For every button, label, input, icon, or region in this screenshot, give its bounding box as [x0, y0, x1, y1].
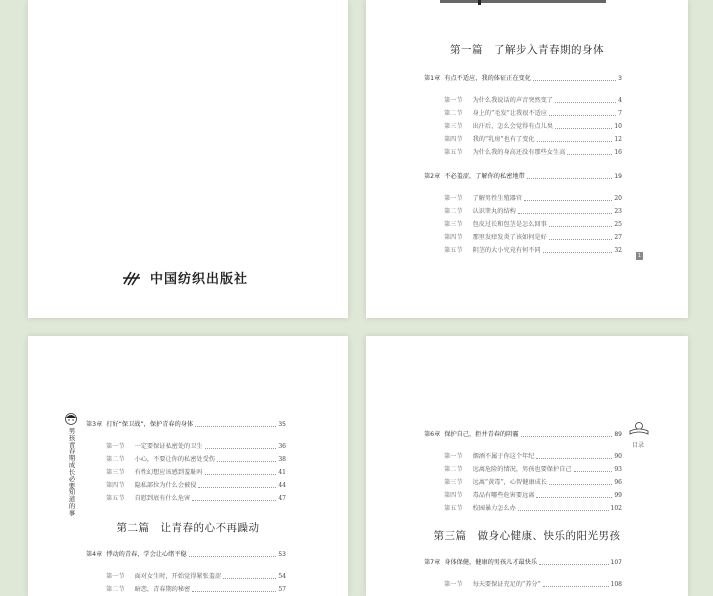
publisher-name: 中国纺织出版社	[150, 272, 249, 287]
section-row[interactable]: 第四节 毒品有哪些危害要远离 99	[444, 491, 622, 499]
section-row[interactable]: 第三节 出汗后，怎么会觉得有点儿臭 10	[444, 122, 622, 130]
chapter-row[interactable]: 第1章 有点不适应，我的体征正在变化 3	[424, 74, 622, 82]
publisher-logo	[122, 268, 248, 287]
section-row[interactable]: 第二节 身上的“毛发”让我很不适应 7	[444, 109, 622, 117]
section-row[interactable]: 第一节 每天要保证充足的“养分” 108	[444, 580, 622, 588]
section-row[interactable]: 第四节 那里发痒发炎了该如何是好 27	[444, 233, 622, 241]
part-title: 第三篇 做身心健康、快乐的阳光男孩	[433, 530, 621, 542]
toc-block	[86, 550, 286, 593]
chapter-row[interactable]: 第6章 保护自己，拒并青春的阴霾 89	[424, 430, 622, 438]
section-row[interactable]: 第三节 包皮过长和包茎是怎么回事 25	[444, 220, 622, 228]
chapter-row[interactable]: 第4章 悸动的青春，学会让心绪平稳 53	[86, 550, 286, 558]
toc-block	[424, 430, 622, 512]
section-row[interactable]: 第一节 一定要保证私密处的卫生 36	[106, 442, 286, 450]
section-row[interactable]: 第二节 远离危险的情况，男孩也要保护自己 93	[444, 465, 622, 473]
publisher-logo-icon	[122, 270, 142, 286]
section-row[interactable]: 第二节 认识睾丸的结构 23	[444, 207, 622, 215]
toc-page-3	[366, 336, 688, 596]
chapter-row[interactable]: 第7章 身体保健，健康的男孩儿才最快乐 107	[424, 558, 622, 566]
section-row[interactable]: 第五节 阴茎的大小究竟有何不同 32	[444, 246, 622, 254]
toc-block	[86, 420, 286, 502]
section-row[interactable]: 第二节 小心，不要让你的私密处受伤 38	[106, 455, 286, 463]
part-title: 第一篇 了解步入青春期的身体	[450, 44, 604, 56]
publisher-page	[28, 0, 348, 318]
section-row[interactable]: 第一节 烟酒不属于你这个年纪 90	[444, 452, 622, 460]
chapter-row[interactable]: 第3章 打好“保卫战”，保护青春的身体 35	[86, 420, 286, 428]
section-row[interactable]: 第一节 面对女生时，开始觉得紧张羞涩 54	[106, 572, 286, 580]
book-spine-title: 男孩 青春期 成长 必 要知道 的事	[68, 427, 76, 517]
boy-with-book-icon	[628, 420, 650, 439]
section-row[interactable]: 第一节 了解男性生殖器官 20	[444, 194, 622, 202]
toc-block	[424, 74, 622, 254]
section-row[interactable]: 第四节 隐私部位为什么会被侵 44	[106, 481, 286, 489]
section-row[interactable]: 第三节 远离“黄毒”，心智健康成长 96	[444, 478, 622, 486]
chapter-row[interactable]: 第2章 不必羞涩，了解你的私密地带 19	[424, 172, 622, 180]
section-row[interactable]: 第三节 有性幻想应该感到羞耻吗 41	[106, 468, 286, 476]
section-row[interactable]: 第五节 为什么我的身高还没有那些女生高 16	[444, 148, 622, 156]
section-row[interactable]: 第一节 为什么我说话的声音突然变了 4	[444, 96, 622, 104]
top-rule	[440, 0, 606, 3]
toc-page-2	[28, 336, 348, 596]
top-rule-marker	[478, 0, 481, 5]
section-row[interactable]: 第五节 自慰到底有什么危害 47	[106, 494, 286, 502]
section-row[interactable]: 第二节 暗恋，青春期的秘密 57	[106, 585, 286, 593]
part-title: 第二篇 让青春的心不再躁动	[116, 522, 260, 534]
mulu-label: 目录	[631, 442, 644, 449]
section-row[interactable]: 第五节 校园暴力怎么办 102	[444, 504, 622, 512]
section-row[interactable]: 第四节 我的“乳房”也有了变化 12	[444, 135, 622, 143]
toc-page-1	[366, 0, 688, 318]
page-marker: 1	[637, 253, 642, 259]
